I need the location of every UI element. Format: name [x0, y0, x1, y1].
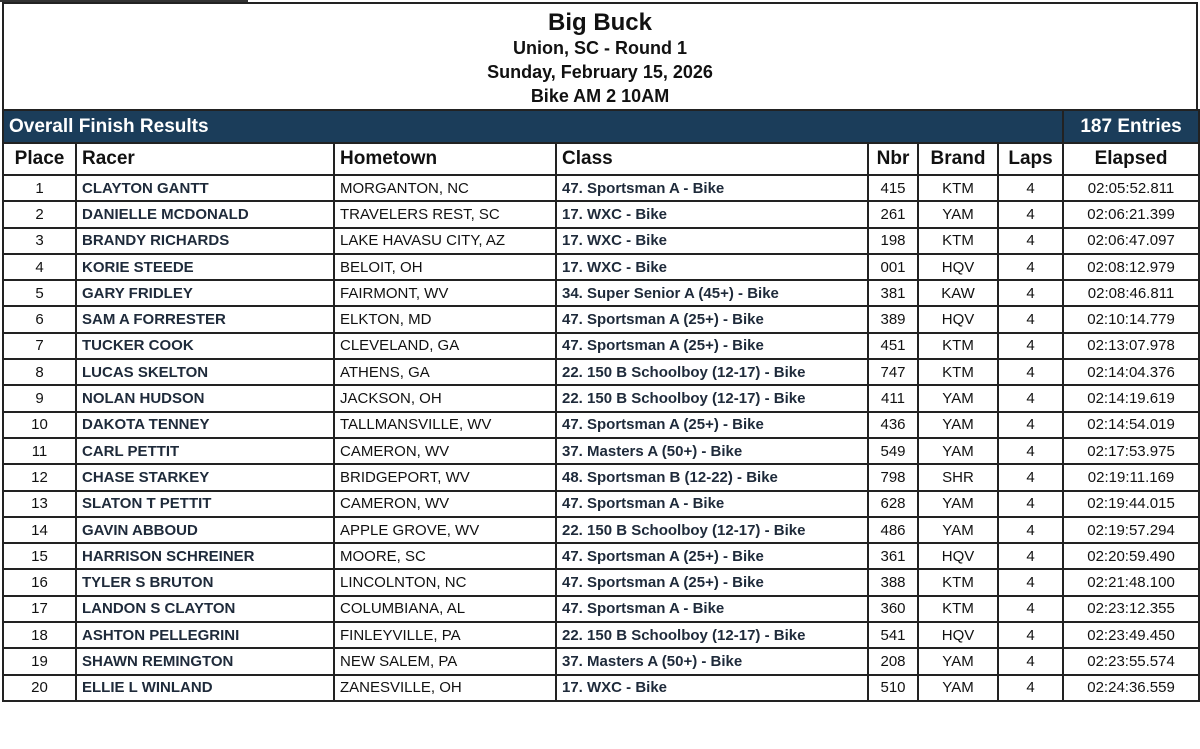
- cell-class: 47. Sportsman A (25+) - Bike: [556, 543, 868, 569]
- cell-laps: 4: [998, 517, 1063, 543]
- col-place: Place: [3, 143, 76, 175]
- cell-laps: 4: [998, 596, 1063, 622]
- cell-elapsed: 02:06:47.097: [1063, 228, 1199, 254]
- cell-laps: 4: [998, 228, 1063, 254]
- cell-racer: SHAWN REMINGTON: [76, 648, 334, 674]
- cell-hometown: TALLMANSVILLE, WV: [334, 412, 556, 438]
- cell-hometown: BRIDGEPORT, WV: [334, 464, 556, 490]
- cell-class: 47. Sportsman A - Bike: [556, 491, 868, 517]
- cell-hometown: MORGANTON, NC: [334, 175, 556, 201]
- cell-elapsed: 02:06:21.399: [1063, 201, 1199, 227]
- cell-place: 18: [3, 622, 76, 648]
- cell-brand: KTM: [918, 569, 998, 595]
- cell-nbr: 001: [868, 254, 918, 280]
- cell-class: 37. Masters A (50+) - Bike: [556, 648, 868, 674]
- table-row: [3, 569, 1199, 595]
- cell-elapsed: 02:08:46.811: [1063, 280, 1199, 306]
- cell-class: 47. Sportsman A (25+) - Bike: [556, 412, 868, 438]
- cell-elapsed: 02:14:54.019: [1063, 412, 1199, 438]
- cell-brand: KTM: [918, 228, 998, 254]
- cell-nbr: 388: [868, 569, 918, 595]
- col-nbr: Nbr: [868, 143, 918, 175]
- cell-racer: HARRISON SCHREINER: [76, 543, 334, 569]
- cell-racer: TYLER S BRUTON: [76, 569, 334, 595]
- cell-brand: HQV: [918, 306, 998, 332]
- cell-elapsed: 02:13:07.978: [1063, 333, 1199, 359]
- cell-racer: SLATON T PETTIT: [76, 491, 334, 517]
- cell-place: 16: [3, 569, 76, 595]
- cell-laps: 4: [998, 359, 1063, 385]
- cell-laps: 4: [998, 543, 1063, 569]
- cell-brand: KAW: [918, 280, 998, 306]
- cell-class: 47. Sportsman A - Bike: [556, 175, 868, 201]
- cell-class: 22. 150 B Schoolboy (12-17) - Bike: [556, 517, 868, 543]
- cell-elapsed: 02:19:57.294: [1063, 517, 1199, 543]
- cell-brand: YAM: [918, 412, 998, 438]
- table-row: [3, 517, 1199, 543]
- cell-laps: 4: [998, 648, 1063, 674]
- cell-nbr: 411: [868, 385, 918, 411]
- cell-brand: YAM: [918, 438, 998, 464]
- cell-nbr: 389: [868, 306, 918, 332]
- cell-elapsed: 02:08:12.979: [1063, 254, 1199, 280]
- cell-laps: 4: [998, 438, 1063, 464]
- cell-place: 5: [3, 280, 76, 306]
- cell-nbr: 747: [868, 359, 918, 385]
- cell-racer: TUCKER COOK: [76, 333, 334, 359]
- cell-laps: 4: [998, 491, 1063, 517]
- cell-place: 10: [3, 412, 76, 438]
- cell-laps: 4: [998, 412, 1063, 438]
- cell-racer: ELLIE L WINLAND: [76, 675, 334, 701]
- cell-brand: HQV: [918, 254, 998, 280]
- cell-class: 47. Sportsman A - Bike: [556, 596, 868, 622]
- event-title: Big Buck: [547, 9, 652, 36]
- cell-hometown: ELKTON, MD: [334, 306, 556, 332]
- event-date: Sunday, February 15, 2026: [487, 62, 713, 82]
- cell-elapsed: 02:20:59.490: [1063, 543, 1199, 569]
- cell-elapsed: 02:14:04.376: [1063, 359, 1199, 385]
- cell-place: 8: [3, 359, 76, 385]
- cell-laps: 4: [998, 675, 1063, 701]
- cell-racer: LUCAS SKELTON: [76, 359, 334, 385]
- cell-class: 17. WXC - Bike: [556, 254, 868, 280]
- table-row: [3, 675, 1199, 701]
- cell-elapsed: 02:17:53.975: [1063, 438, 1199, 464]
- cell-racer: DAKOTA TENNEY: [76, 412, 334, 438]
- event-session: Bike AM 2 10AM: [530, 86, 670, 106]
- cell-elapsed: 02:19:44.015: [1063, 491, 1199, 517]
- table-row: [3, 254, 1199, 280]
- table-row: [3, 280, 1199, 306]
- cell-laps: 4: [998, 569, 1063, 595]
- table-row: [3, 412, 1199, 438]
- cell-brand: YAM: [918, 201, 998, 227]
- cell-place: 9: [3, 385, 76, 411]
- cell-place: 19: [3, 648, 76, 674]
- cell-place: 7: [3, 333, 76, 359]
- col-class: Class: [556, 143, 868, 175]
- col-laps: Laps: [998, 143, 1063, 175]
- cell-hometown: MOORE, SC: [334, 543, 556, 569]
- cell-class: 37. Masters A (50+) - Bike: [556, 438, 868, 464]
- table-row: [3, 175, 1199, 201]
- cell-nbr: 436: [868, 412, 918, 438]
- table-row: [3, 333, 1199, 359]
- cell-nbr: 486: [868, 517, 918, 543]
- cell-class: 17. WXC - Bike: [556, 228, 868, 254]
- results-bar: [3, 110, 1199, 143]
- cell-elapsed: 02:05:52.811: [1063, 175, 1199, 201]
- cell-hometown: CAMERON, WV: [334, 438, 556, 464]
- cell-place: 13: [3, 491, 76, 517]
- cell-nbr: 798: [868, 464, 918, 490]
- cell-racer: CHASE STARKEY: [76, 464, 334, 490]
- cell-nbr: 510: [868, 675, 918, 701]
- col-elapsed: Elapsed: [1063, 143, 1199, 175]
- cell-place: 20: [3, 675, 76, 701]
- cell-racer: DANIELLE MCDONALD: [76, 201, 334, 227]
- cell-racer: NOLAN HUDSON: [76, 385, 334, 411]
- cell-hometown: LINCOLNTON, NC: [334, 569, 556, 595]
- cell-place: 3: [3, 228, 76, 254]
- cell-brand: YAM: [918, 648, 998, 674]
- cell-nbr: 198: [868, 228, 918, 254]
- cell-laps: 4: [998, 385, 1063, 411]
- cell-laps: 4: [998, 464, 1063, 490]
- cell-brand: HQV: [918, 543, 998, 569]
- cell-nbr: 208: [868, 648, 918, 674]
- cell-racer: GARY FRIDLEY: [76, 280, 334, 306]
- table-row: [3, 464, 1199, 490]
- cell-laps: 4: [998, 254, 1063, 280]
- cell-class: 47. Sportsman A (25+) - Bike: [556, 333, 868, 359]
- cell-hometown: ZANESVILLE, OH: [334, 675, 556, 701]
- cell-nbr: 451: [868, 333, 918, 359]
- cell-hometown: JACKSON, OH: [334, 385, 556, 411]
- table-row: [3, 306, 1199, 332]
- cell-place: 14: [3, 517, 76, 543]
- col-racer: Racer: [76, 143, 334, 175]
- results-table: [2, 109, 1200, 702]
- table-row: [3, 622, 1199, 648]
- entries-count: 187 Entries: [1063, 110, 1199, 143]
- col-brand: Brand: [918, 143, 998, 175]
- cell-class: 47. Sportsman A (25+) - Bike: [556, 569, 868, 595]
- cell-class: 22. 150 B Schoolboy (12-17) - Bike: [556, 622, 868, 648]
- cell-brand: HQV: [918, 622, 998, 648]
- cell-hometown: TRAVELERS REST, SC: [334, 201, 556, 227]
- cell-hometown: COLUMBIANA, AL: [334, 596, 556, 622]
- cell-class: 22. 150 B Schoolboy (12-17) - Bike: [556, 359, 868, 385]
- column-headers: [3, 143, 1199, 175]
- cell-class: 17. WXC - Bike: [556, 201, 868, 227]
- cell-place: 6: [3, 306, 76, 332]
- cell-elapsed: 02:23:12.355: [1063, 596, 1199, 622]
- cell-hometown: ATHENS, GA: [334, 359, 556, 385]
- cell-brand: YAM: [918, 491, 998, 517]
- cell-class: 17. WXC - Bike: [556, 675, 868, 701]
- cell-class: 48. Sportsman B (12-22) - Bike: [556, 464, 868, 490]
- cell-hometown: APPLE GROVE, WV: [334, 517, 556, 543]
- cell-nbr: 361: [868, 543, 918, 569]
- cell-elapsed: 02:21:48.100: [1063, 569, 1199, 595]
- results-sheet: [2, 2, 1198, 702]
- cell-racer: GAVIN ABBOUD: [76, 517, 334, 543]
- cell-brand: KTM: [918, 333, 998, 359]
- table-row: [3, 491, 1199, 517]
- cell-racer: LANDON S CLAYTON: [76, 596, 334, 622]
- cell-brand: KTM: [918, 596, 998, 622]
- table-row: [3, 648, 1199, 674]
- table-row: [3, 359, 1199, 385]
- cell-nbr: 381: [868, 280, 918, 306]
- cell-brand: KTM: [918, 175, 998, 201]
- cell-hometown: LAKE HAVASU CITY, AZ: [334, 228, 556, 254]
- cell-hometown: BELOIT, OH: [334, 254, 556, 280]
- table-row: [3, 201, 1199, 227]
- cell-hometown: CLEVELAND, GA: [334, 333, 556, 359]
- table-row: [3, 543, 1199, 569]
- cell-place: 17: [3, 596, 76, 622]
- cell-nbr: 541: [868, 622, 918, 648]
- cell-brand: YAM: [918, 385, 998, 411]
- cell-place: 12: [3, 464, 76, 490]
- cell-laps: 4: [998, 306, 1063, 332]
- cell-laps: 4: [998, 333, 1063, 359]
- cell-hometown: CAMERON, WV: [334, 491, 556, 517]
- cell-elapsed: 02:10:14.779: [1063, 306, 1199, 332]
- table-row: [3, 385, 1199, 411]
- cell-class: 34. Super Senior A (45+) - Bike: [556, 280, 868, 306]
- cell-place: 2: [3, 201, 76, 227]
- event-location: Union, SC - Round 1: [513, 38, 687, 58]
- cell-nbr: 261: [868, 201, 918, 227]
- cell-elapsed: 02:19:11.169: [1063, 464, 1199, 490]
- table-row: [3, 438, 1199, 464]
- cell-laps: 4: [998, 201, 1063, 227]
- cell-nbr: 360: [868, 596, 918, 622]
- cell-hometown: NEW SALEM, PA: [334, 648, 556, 674]
- cell-racer: BRANDY RICHARDS: [76, 228, 334, 254]
- cell-elapsed: 02:23:55.574: [1063, 648, 1199, 674]
- cell-hometown: FINLEYVILLE, PA: [334, 622, 556, 648]
- cell-elapsed: 02:23:49.450: [1063, 622, 1199, 648]
- cell-racer: CARL PETTIT: [76, 438, 334, 464]
- results-title: Overall Finish Results: [3, 110, 1063, 143]
- cell-racer: KORIE STEEDE: [76, 254, 334, 280]
- cell-place: 11: [3, 438, 76, 464]
- cell-nbr: 628: [868, 491, 918, 517]
- cell-place: 4: [3, 254, 76, 280]
- cell-laps: 4: [998, 175, 1063, 201]
- col-hometown: Hometown: [334, 143, 556, 175]
- table-row: [3, 596, 1199, 622]
- event-header: [2, 2, 1198, 109]
- cell-racer: ASHTON PELLEGRINI: [76, 622, 334, 648]
- cell-place: 1: [3, 175, 76, 201]
- cell-brand: SHR: [918, 464, 998, 490]
- cell-place: 15: [3, 543, 76, 569]
- cell-brand: YAM: [918, 675, 998, 701]
- cell-class: 22. 150 B Schoolboy (12-17) - Bike: [556, 385, 868, 411]
- cell-elapsed: 02:14:19.619: [1063, 385, 1199, 411]
- cell-racer: SAM A FORRESTER: [76, 306, 334, 332]
- cell-hometown: FAIRMONT, WV: [334, 280, 556, 306]
- cell-nbr: 415: [868, 175, 918, 201]
- cell-class: 47. Sportsman A (25+) - Bike: [556, 306, 868, 332]
- cell-laps: 4: [998, 622, 1063, 648]
- cell-nbr: 549: [868, 438, 918, 464]
- cell-brand: KTM: [918, 359, 998, 385]
- cell-racer: CLAYTON GANTT: [76, 175, 334, 201]
- cell-laps: 4: [998, 280, 1063, 306]
- cell-brand: YAM: [918, 517, 998, 543]
- cell-elapsed: 02:24:36.559: [1063, 675, 1199, 701]
- table-row: [3, 228, 1199, 254]
